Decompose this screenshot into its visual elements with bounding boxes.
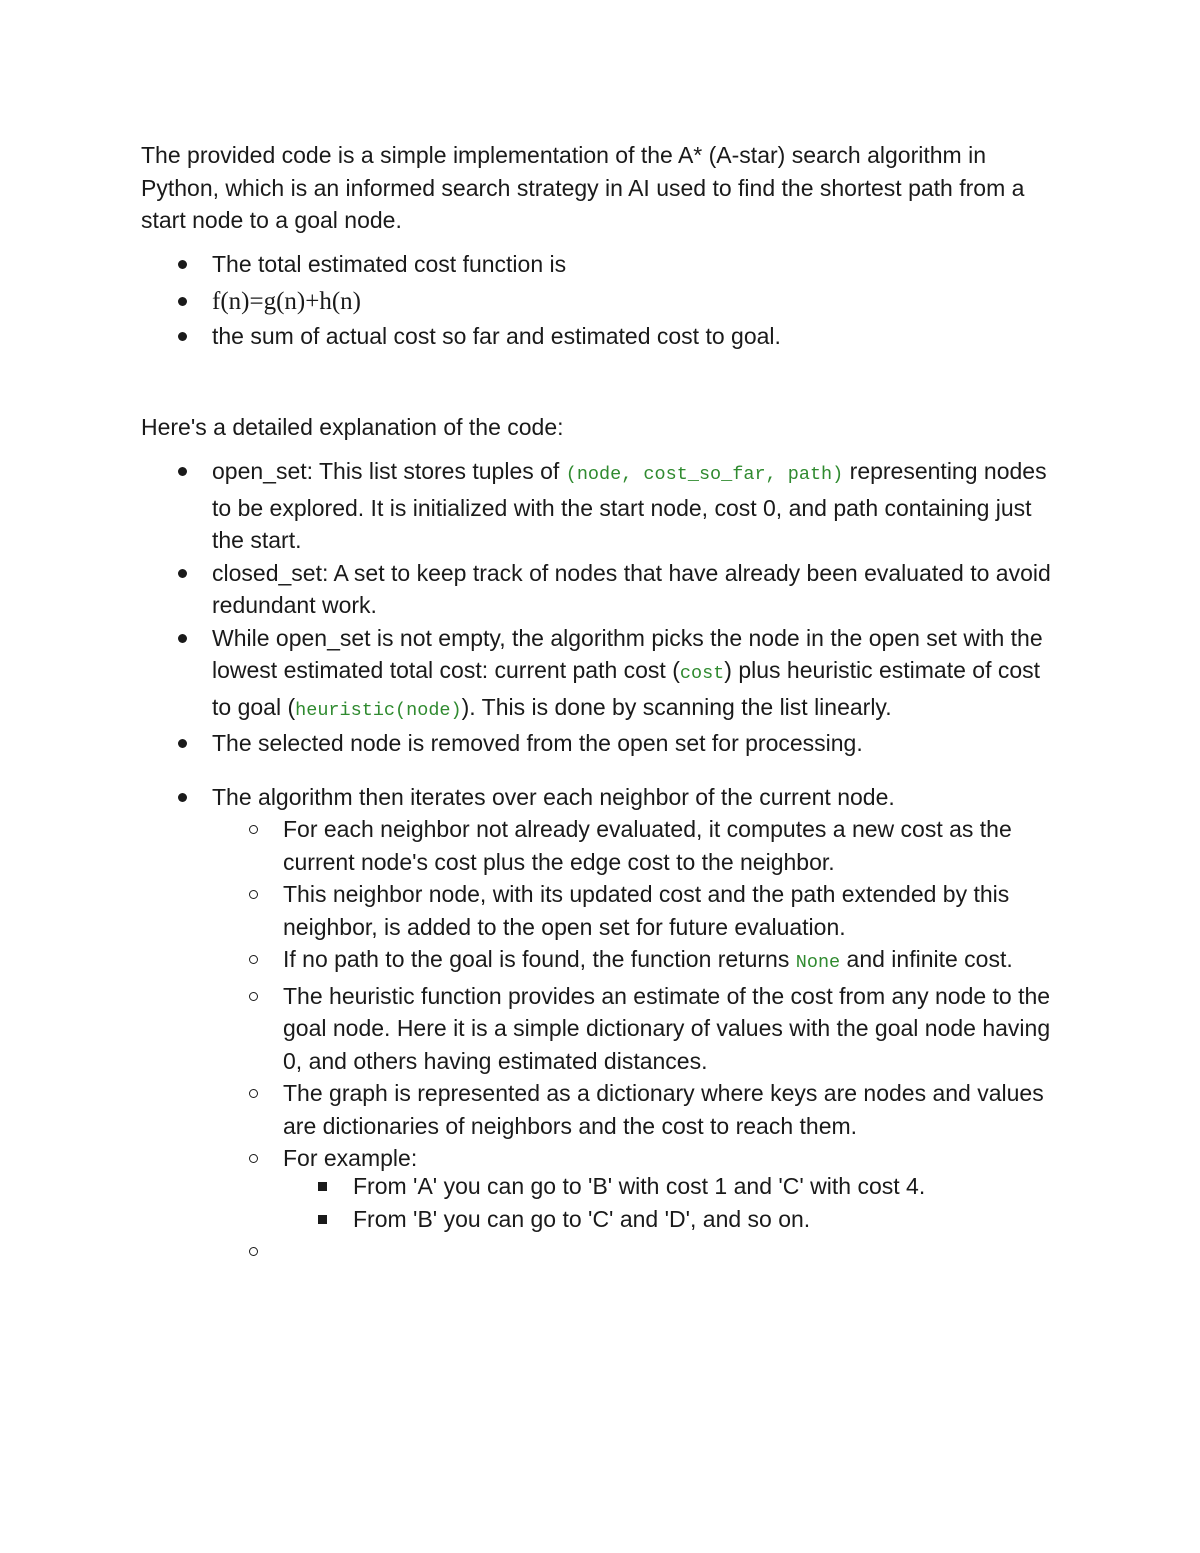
explanation-heading: Here's a detailed explanation of the code: bbox=[141, 414, 564, 440]
list-item: While open_set is not empty, the algorithm picks the node in the open set with the lowest estimated total cost: current path cost (cost) plus heuristic estimate of cost to goal (heuristic(node)). This is done by scanning the list linearly. bbox=[212, 622, 1062, 728]
list-item bbox=[212, 285, 1062, 319]
list-item: If no path to the goal is found, the function returns None and infinite cost. bbox=[283, 943, 1073, 980]
empty-sub-point-list bbox=[283, 1235, 1073, 1267]
list-item: open_set: This list stores tuples of (node, cost_so_far, path) representing nodes to be explored. It is initialized with the start node, cost 0, and path containing just the start. bbox=[212, 455, 1062, 557]
intro-paragraph: The provided code is a simple implementation of the A* (A-star) search algorithm in Python, which is an informed search strategy in AI used to find the shortest path from a start node to a goal node. bbox=[141, 142, 1025, 233]
list-item: The total estimated cost function is bbox=[212, 248, 1062, 281]
list-item: From 'B' you can go to 'C' and 'D', and so on. bbox=[353, 1203, 1053, 1236]
list-item: From 'A' you can go to 'B' with cost 1 and 'C' with cost 4. bbox=[353, 1170, 1053, 1203]
sub-point-list bbox=[283, 813, 1073, 1175]
list-item: For example: bbox=[283, 1142, 1073, 1175]
list-item: The algorithm then iterates over each neighbor of the current node. bbox=[212, 781, 1062, 814]
list-item: The heuristic function provides an estimate of the cost from any node to the goal node. Here it is a simple dictionary of values with the goal node having 0, and others having estimated distances. bbox=[283, 980, 1073, 1078]
empty-list-item bbox=[283, 1235, 1073, 1267]
algorithm-list bbox=[212, 781, 1062, 814]
intro-bullet-list bbox=[212, 248, 1062, 353]
list-item: closed_set: A set to keep track of nodes that have already been evaluated to avoid redundant work. bbox=[212, 557, 1062, 622]
inline-code: heuristic(node) bbox=[295, 699, 462, 721]
inline-code: None bbox=[795, 952, 841, 973]
inline-code: (node, cost_so_far, path) bbox=[565, 464, 844, 485]
list-item: This neighbor node, with its updated cost and the path extended by this neighbor, is added to the open set for future evaluation. bbox=[283, 878, 1073, 943]
list-item: The graph is represented as a dictionary where keys are nodes and values are dictionaries of neighbors and the cost to reach them. bbox=[283, 1077, 1073, 1142]
explanation-list bbox=[212, 455, 1062, 760]
example-list bbox=[353, 1170, 1053, 1235]
cost-formula: f(n)=g(n)+h(n) bbox=[212, 287, 361, 315]
inline-code: cost bbox=[679, 663, 725, 684]
list-item: the sum of actual cost so far and estimated cost to goal. bbox=[212, 320, 1062, 353]
list-item: The selected node is removed from the open set for processing. bbox=[212, 727, 1062, 760]
list-item: For each neighbor not already evaluated, it computes a new cost as the current node's cost plus the edge cost to the neighbor. bbox=[283, 813, 1073, 878]
